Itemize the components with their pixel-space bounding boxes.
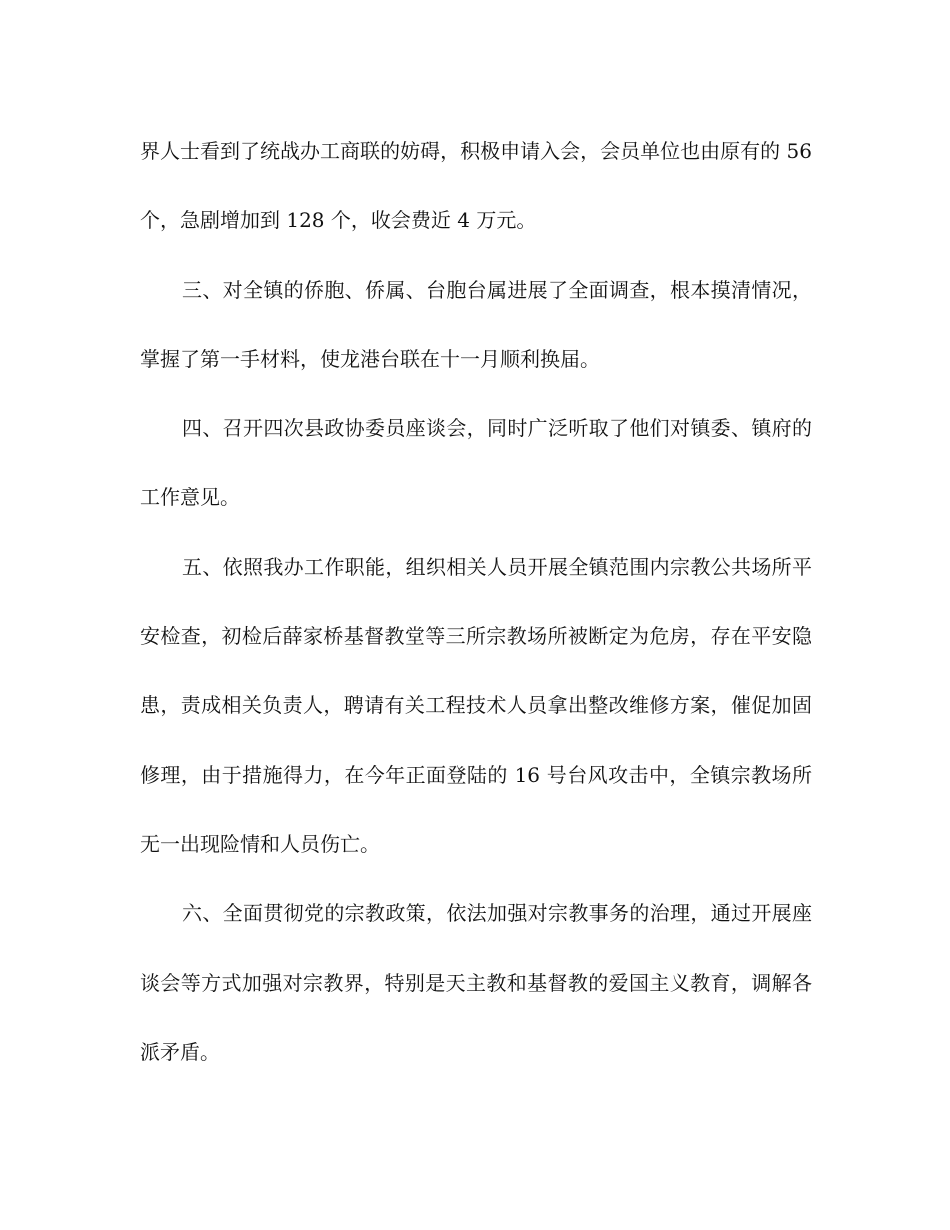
- paragraph-overseas-survey: 三、对全镇的侨胞、侨属、台胞台属进展了全面调查，根本摸清情况，掌握了第一手材料，使龙港台联在十一月顺利换届。: [140, 277, 812, 371]
- paragraph-membership-growth: 界人士看到了统战办工商联的妨碍，积极申请入会，会员单位也由原有的 56 个，急剧增加到 128 个，收会费近 4 万元。: [140, 139, 812, 233]
- paragraph-cppcc-forum: 四、召开四次县政协委员座谈会，同时广泛听取了他们对镇委、镇府的工作意见。: [140, 416, 812, 510]
- paragraph-religious-safety-inspection: 五、依照我办工作职能，组织相关人员开展全镇范围内宗教公共场所平安检查，初检后薛家桥基督教堂等三所宗教场所被断定为危房，存在平安隐患，责成相关负责人，聘请有关工程技术人员拿出整改维修方案，催促加固修理，由于措施得力，在今年正面登陆的 16 号台风攻击中，全镇宗教场所无一出现险情和人员伤亡。: [140, 554, 812, 856]
- paragraph-religious-policy: 六、全面贯彻党的宗教政策，依法加强对宗教事务的治理，通过开展座谈会等方式加强对宗教界，特别是天主教和基督教的爱国主义教育，调解各派矛盾。: [140, 901, 812, 1064]
- document-body: [140, 117, 812, 1087]
